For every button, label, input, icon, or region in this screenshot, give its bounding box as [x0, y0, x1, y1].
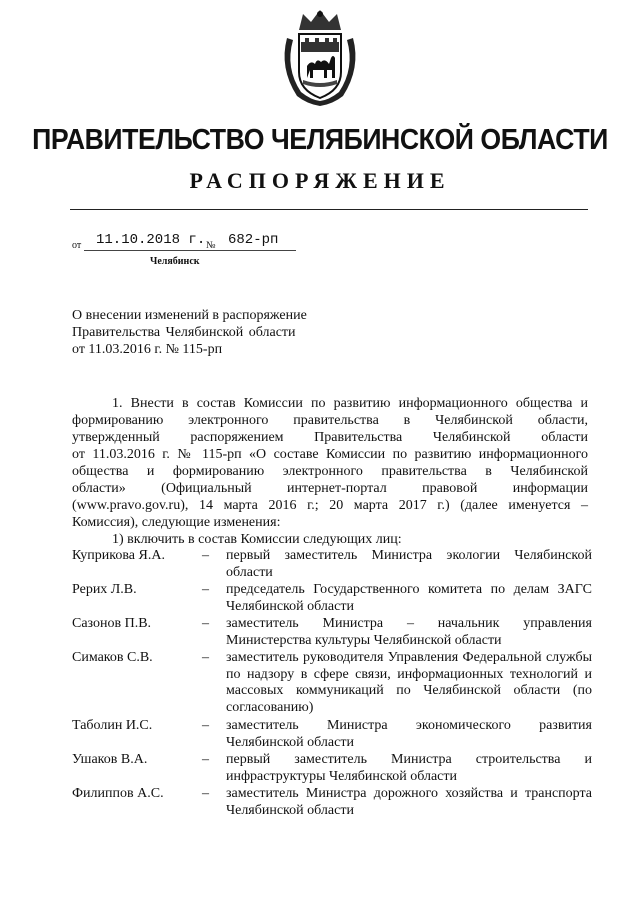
member-role: председатель Государственного комитета по делам ЗАГС Челябинской области [226, 582, 592, 614]
member-dash: – [202, 650, 209, 665]
paragraph-line: общества и формированию электронного правительства в Челябинской [72, 464, 588, 479]
list-item [72, 718, 592, 752]
paragraph-line: формированию электронного правительства в Челябинской области, [72, 413, 588, 428]
member-name: Симаков С.В. [72, 650, 153, 665]
member-name: Ушаков В.А. [72, 752, 148, 767]
date-label: от [72, 240, 82, 251]
member-dash: – [202, 582, 209, 597]
number-value: 682-рп [228, 232, 279, 248]
header-rule [70, 209, 588, 210]
subject-line: О внесении изменений в распоряжение [72, 308, 307, 323]
member-name: Рерих Л.В. [72, 582, 137, 597]
member-dash: – [202, 786, 209, 801]
paragraph-1 [72, 395, 588, 531]
paragraph-line: от 11.03.2016 г. № 115-рп «О составе Комиссии по развитию информационного [72, 447, 588, 462]
list-item [72, 650, 592, 718]
member-name: Куприкова Я.А. [72, 548, 165, 563]
subitem-1: 1) включить в состав Комиссии следующих лиц: [112, 532, 402, 547]
list-item [72, 786, 592, 820]
member-role: первый заместитель Министра строительства и инфраструктуры Челябинской области [226, 752, 592, 784]
list-item [72, 752, 592, 786]
number-label: № [206, 240, 216, 251]
government-title: ПРАВИТЕЛЬСТВО ЧЕЛЯБИНСКОЙ ОБЛАСТИ [32, 124, 608, 156]
member-dash: – [202, 616, 209, 631]
member-dash: – [202, 548, 209, 563]
member-role: заместитель Министра дорожного хозяйства и транспорта Челябинской области [226, 786, 592, 818]
member-name: Таболин И.С. [72, 718, 153, 733]
paragraph-line: области» (Официальный интернет-портал правовой информации [72, 481, 588, 496]
subject-line: Правительства Челябинской области [72, 325, 296, 340]
member-dash: – [202, 718, 209, 733]
city: Челябинск [150, 256, 200, 267]
member-role: заместитель Министра экономического развития Челябинской области [226, 718, 592, 750]
member-role: заместитель руководителя Управления Федеральной службы по надзору в сфере связи, информационных технологий и массовых коммуникаций по Челябинской области (по согласованию) [226, 650, 592, 715]
paragraph-line: 1. Внести в состав Комиссии по развитию информационного общества и [112, 396, 588, 411]
date-value: 11.10.2018 г. [96, 232, 206, 248]
member-name: Сазонов П.В. [72, 616, 152, 631]
member-name: Филиппов А.С. [72, 786, 164, 801]
document-subject [72, 307, 307, 358]
member-dash: – [202, 752, 209, 767]
chelyabinsk-coat-of-arms-icon [277, 8, 363, 108]
document-type: РАСПОРЯЖЕНИЕ [189, 168, 451, 193]
subject-line: от 11.03.2016 г. № 115-рп [72, 342, 223, 357]
member-role: первый заместитель Министра экологии Челябинской области [226, 548, 592, 580]
paragraph-line: утвержденный распоряжением Правительства Челябинской области [72, 430, 588, 445]
list-item [72, 616, 592, 650]
paragraph-line: (www.pravo.gov.ru), 14 марта 2016 г.; 20 марта 2017 г.) (далее именуется – [72, 498, 588, 513]
list-item [72, 582, 592, 616]
list-item [72, 548, 592, 582]
paragraph-line: Комиссия), следующие изменения: [72, 515, 281, 530]
member-role: заместитель Министра – начальник управления Министерства культуры Челябинской области [226, 616, 592, 648]
members-list [72, 548, 592, 820]
number-underline [218, 250, 296, 251]
